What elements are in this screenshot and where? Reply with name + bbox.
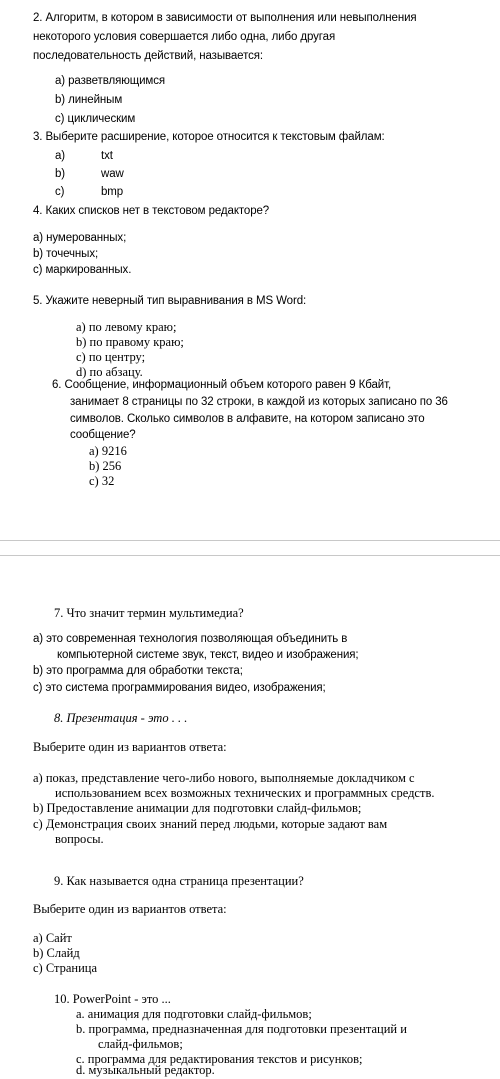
q10-option-b-line-1: b. программа, предназначенная для подготовки презентаций и (76, 1022, 407, 1036)
q10-option-a: a. анимация для подготовки слайд-фильмов; (76, 1007, 312, 1021)
q10-option-d: d. музыкальный редактор. (76, 1063, 215, 1077)
document-page-2 (0, 556, 500, 1079)
q6-option-c: c) 32 (89, 474, 115, 488)
q9-question: 9. Как называется одна страница презентации? (54, 874, 304, 888)
q8-option-a-line-2: использованием всех возможных технических и программных средств. (55, 786, 435, 800)
q3-value-b: waw (101, 168, 124, 180)
q2-option-c: c) циклическим (55, 113, 136, 125)
q7-option-a-line-1: a) это современная технология позволяющая объединить в (33, 633, 348, 645)
q6-line-4: сообщение? (70, 429, 136, 441)
q10-option-c: c. программа для редактирования текстов и рисунков; (76, 1052, 363, 1066)
q6-option-b: b) 256 (89, 459, 122, 473)
q3-question: 3. Выберите расширение, которое относится к текстовым файлам: (33, 131, 385, 143)
page-break (0, 540, 500, 556)
q10-question: 10. PowerPoint - это ... (54, 992, 171, 1006)
q2-option-b: b) линейным (55, 94, 123, 106)
q2-line-2: некоторого условия совершается либо одна, либо другая (33, 31, 336, 43)
q3-letter-c: c) (55, 186, 65, 198)
q4-question: 4. Каких списков нет в текстовом редакторе? (33, 205, 270, 217)
q8-option-b: b) Предоставление анимации для подготовки слайд-фильмов; (33, 801, 362, 815)
q6-line-2: занимает 8 страницы по 32 строки, в каждой из которых записано по 36 (70, 396, 448, 408)
q3-letter-b: b) (55, 168, 66, 180)
q5-option-b: b) по правому краю; (76, 335, 184, 349)
q3-value-c: bmp (101, 186, 124, 198)
q9-option-a: a) Сайт (33, 931, 72, 945)
q4-option-a: a) нумерованных; (33, 232, 127, 244)
q9-option-b: b) Слайд (33, 946, 80, 960)
q4-option-b: b) точечных; (33, 248, 99, 260)
q5-option-a: a) по левому краю; (76, 320, 177, 334)
q10-option-b-line-2: слайд-фильмов; (98, 1037, 183, 1051)
q8-option-a-line-1: a) показ, представление чего-либо нового, выполняемые докладчиком с (33, 771, 415, 785)
q9-option-c: c) Страница (33, 961, 98, 975)
q8-prompt: Выберите один из вариантов ответа: (33, 740, 227, 754)
q7-option-c: c) это система программирования видео, изображения; (33, 682, 326, 694)
q7-option-a-line-2: компьютерной системе звук, текст, видео и изображения; (57, 649, 359, 661)
q5-question: 5. Укажите неверный тип выравнивания в MS Word: (33, 295, 307, 307)
q6-option-a: a) 9216 (89, 444, 127, 458)
q8-option-c-line-2: вопросы. (55, 832, 104, 846)
q2-option-a: a) разветвляющимся (55, 75, 165, 87)
q8-question: 8. Презентация - это . . . (54, 711, 188, 725)
q2-line-3: последовательность действий, называется: (33, 50, 264, 62)
q3-letter-a: a) (55, 150, 66, 162)
q3-value-a: txt (101, 150, 113, 162)
q7-option-b: b) это программа для обработки текста; (33, 665, 243, 677)
q8-option-c-line-1: c) Демонстрация своих знаний перед людьми, которые задают вам (33, 817, 388, 831)
q5-option-d: d) по абзацу. (76, 365, 143, 379)
q9-prompt: Выберите один из вариантов ответа: (33, 902, 227, 916)
q5-option-c: c) по центру; (76, 350, 146, 364)
q2-line-1: 2. Алгоритм, в котором в зависимости от выполнения или невыполнения (33, 12, 417, 24)
q4-option-c: c) маркированных. (33, 264, 132, 276)
q6-line-3: символов. Сколько символов в алфавите, на котором записано это (70, 413, 425, 425)
q6-line-1: 6. Сообщение, информационный объем которого равен 9 Кбайт, (52, 379, 392, 391)
q7-question: 7. Что значит термин мультимедиа? (54, 606, 244, 620)
